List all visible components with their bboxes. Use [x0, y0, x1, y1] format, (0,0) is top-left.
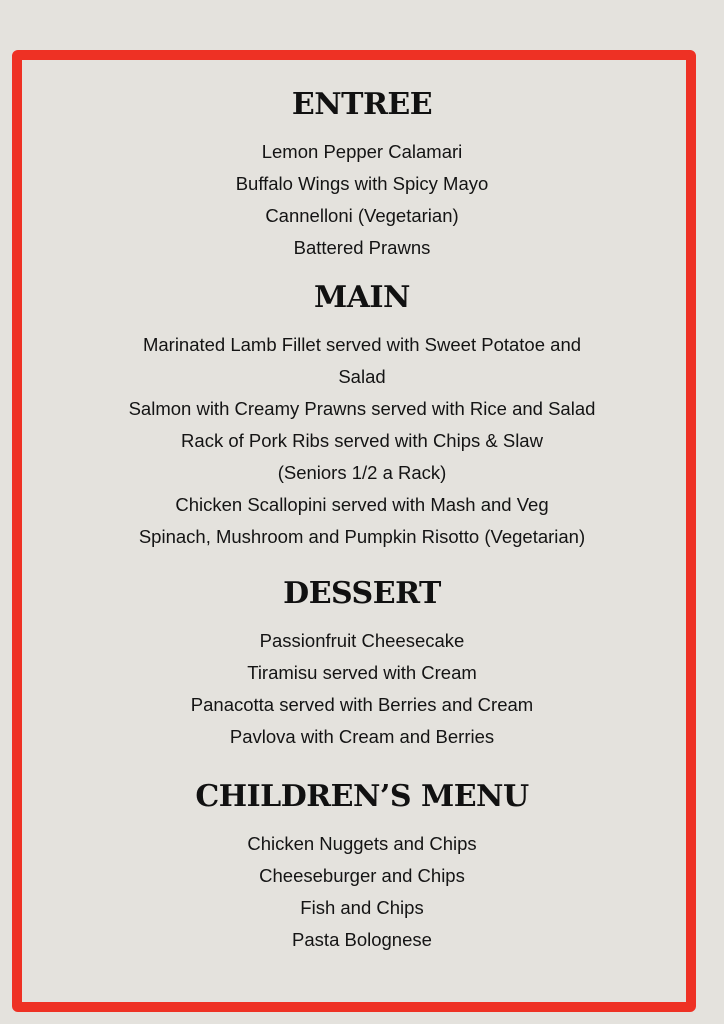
menu-item: Panacotta served with Berries and Cream	[190, 694, 534, 715]
menu-item: (Seniors 1/2 a Rack)	[277, 462, 447, 483]
menu-item: Salad	[338, 366, 386, 387]
menu-item: Spinach, Mushroom and Pumpkin Risotto (Vegetarian)	[138, 526, 586, 547]
menu-item: Battered Prawns	[293, 237, 431, 258]
section-heading-dessert: DESSERT	[283, 576, 441, 611]
menu-item: Rack of Pork Ribs served with Chips & Slaw	[181, 430, 543, 451]
menu-item: Pasta Bolognese	[292, 929, 432, 950]
section-heading-entree: ENTREE	[291, 87, 433, 122]
menu-item: Pavlova with Cream and Berries	[229, 726, 495, 747]
entree-list	[0, 136, 724, 264]
main-list	[0, 329, 724, 553]
dessert-list	[0, 625, 724, 753]
section-heading-main: MAIN	[314, 280, 410, 315]
menu-item: Passionfruit Cheesecake	[259, 630, 465, 651]
menu-item: Chicken Nuggets and Chips	[247, 833, 477, 854]
menu-item: Chicken Scallopini served with Mash and Veg	[175, 494, 549, 515]
childrens-menu-list	[0, 828, 724, 956]
menu-item: Lemon Pepper Calamari	[261, 141, 463, 162]
menu-item: Fish and Chips	[300, 897, 424, 918]
section-heading-childrens-menu: CHILDREN’S MENU	[195, 779, 529, 814]
menu-item: Salmon with Creamy Prawns served with Rice and Salad	[128, 398, 596, 419]
menu-item: Marinated Lamb Fillet served with Sweet Potatoe and	[142, 334, 582, 355]
menu-item: Buffalo Wings with Spicy Mayo	[235, 173, 489, 194]
menu-item: Cannelloni (Vegetarian)	[265, 205, 459, 226]
menu-item: Tiramisu served with Cream	[247, 662, 477, 683]
menu-item: Cheeseburger and Chips	[259, 865, 465, 886]
